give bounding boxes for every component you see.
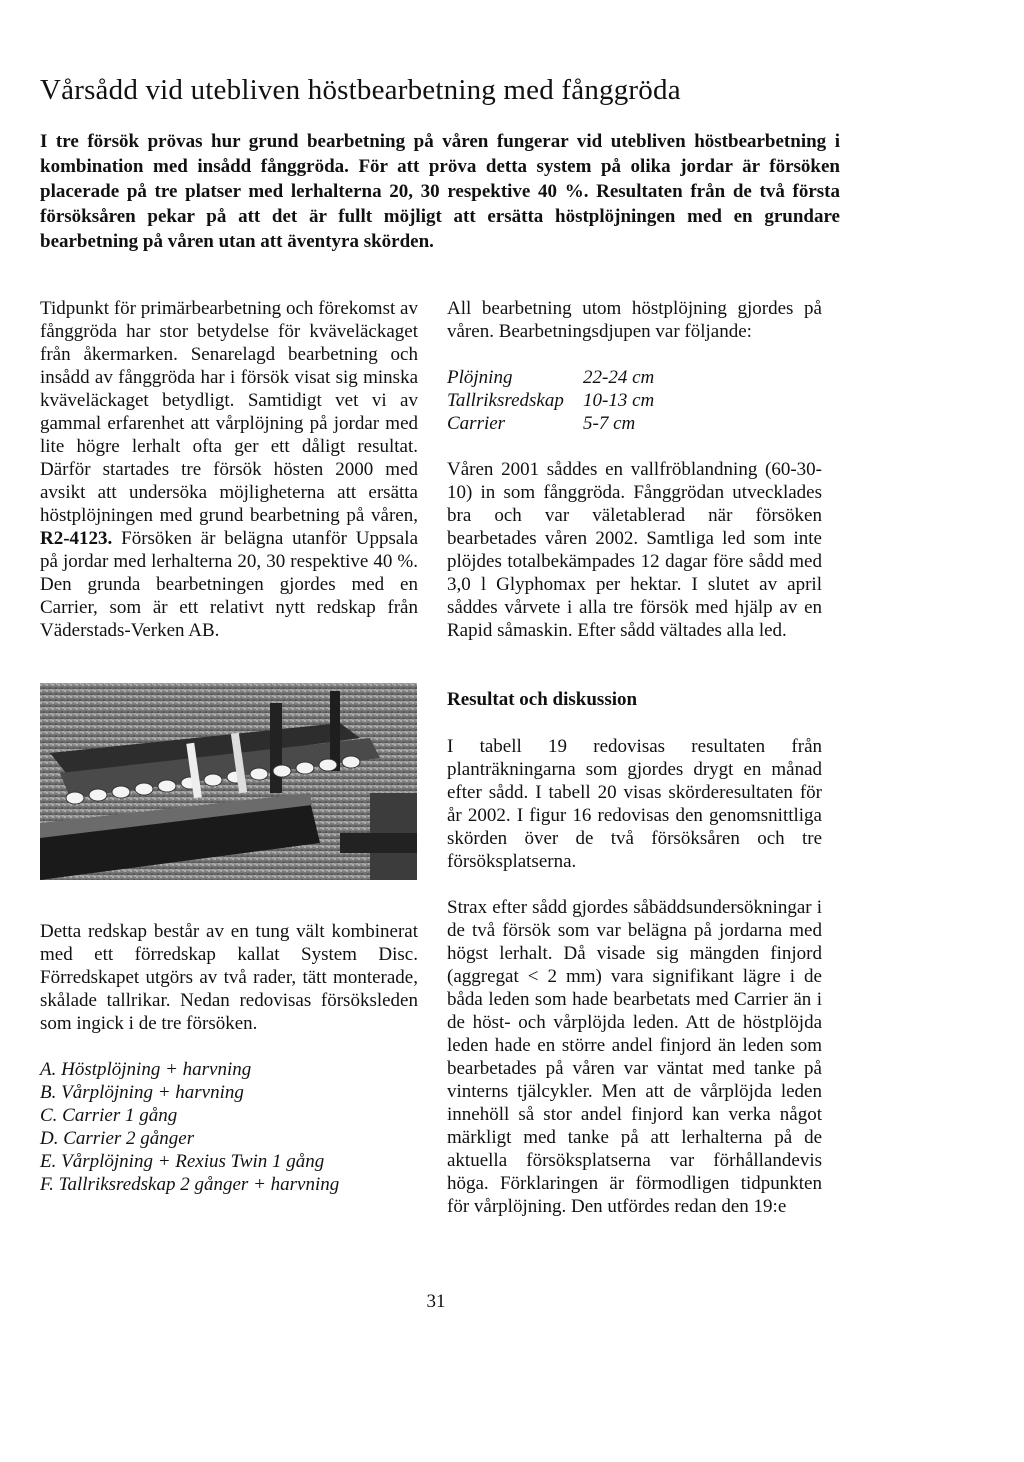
depth-value: 22-24 cm [583,367,655,388]
treatment-item: A. Höstplöjning + harvning [40,1059,252,1080]
depth-table [447,366,654,435]
right-paragraph-1: All bearbetning utom höstplöjning gjordes på våren. Bearbetningsdjupen var följande: [447,298,822,342]
left-paragraph-1-text-b: Försöken är belägna utanför Uppsala på jordar med lerhalterna 20, 30 respektive 40 %. Den grunda bearbetningen gjordes med en Carrier, som är ett relativt nytt redskap från Väderstads-Verken AB. [40,528,419,641]
right-column-lower [447,688,822,1218]
depth-value: 10-13 cm [583,390,655,411]
treatment-item: D. Carrier 2 gånger [40,1128,195,1149]
left-column-upper [40,297,418,642]
left-paragraph-2: Detta redskap består av en tung vält kombinerat med ett förredskap kallat System Disc. Förredskapet utgörs av två rader, tätt monterade, skålade tallrikar. Nedan redovisas försöksleden som ingick i de tre försöken. [40,921,418,1034]
depth-method: Tallriksredskap [447,390,564,411]
treatment-item: E. Vårplöjning + Rexius Twin 1 gång [40,1151,325,1172]
intro-paragraph: I tre försök prövas hur grund bearbetning på våren fungerar vid utebliven höstbearbetning i kombination med insådd fånggröda. För att pröva detta system på olika jordar är försöken placerade på tre platser med lerhalterna 20, 30 respektive 40 %. Resultaten från de två första försöksåren pekar på att det är fullt möjligt att ersätta höstplöjningen med en grundare bearbetning på våren utan att äventyra skörden. [40,131,840,252]
implement-photo [40,683,417,880]
depth-row [447,366,654,389]
treatment-list [40,1058,418,1196]
page-number: 31 [426,1291,446,1312]
right-column-upper [447,297,822,642]
right-paragraph-3: I tabell 19 redovisas resultaten från planträkningarna som gjordes drygt en månad efter sådd. I tabell 20 visas skörderesultaten för år 2002. I figur 16 redovisas den genomsnittliga skörden över de två försöksåren och tre försöksplatserna. [447,736,822,872]
treatment-item: C. Carrier 1 gång [40,1105,178,1126]
depth-row [447,412,654,435]
treatment-item: F. Tallriksredskap 2 gånger + harvning [40,1174,340,1195]
experiment-code: R2-4123. [40,528,113,549]
right-paragraph-4: Strax efter sådd gjordes såbäddsundersökningar i de två försök som var belägna på jordarna med högst lerhalt. Då visade sig mängden finjord (aggregat < 2 mm) vara signifikant lägre i de båda leden som hade bearbetats med Carrier än i de höst- och vårplöjda leden. Att de höstplöjda leden hade en större andel finjord än leden som bearbetades på våren var väntat med tanke på vinterns tjälcykler. Men att de vårplöjda leden innehöll så stor andel finjord kan verka något märkligt med tanke på att lerhalterna på de aktuella försöksplatserna var förhållandevis höga. Förklaringen är förmodligen tidpunkten för vårplöjning. Den utfördes redan den 19:e [447,897,822,1217]
right-paragraph-2: Våren 2001 såddes en vallfröblandning (60-30-10) in som fånggröda. Fånggrödan utvecklades bra och var väletablerad när försöken bearbetades våren 2002. Samtliga led som inte plöjdes totalbekämpades 12 dagar före sådd med 3,0 l Glyphomax per hektar. I slutet av april såddes vårvete i alla tre försök med hjälp av en Rapid såmaskin. Efter sådd vältades alla led. [447,459,822,641]
depth-method: Plöjning [447,367,513,388]
depth-method: Carrier [447,413,506,434]
treatment-item: B. Vårplöjning + harvning [40,1082,244,1103]
page-title: Vårsådd vid utebliven höstbearbetning med fånggröda [40,74,681,106]
left-paragraph-1 [40,297,418,642]
section-heading: Resultat och diskussion [447,689,638,710]
depth-row [447,389,654,412]
left-paragraph-1-text-a: Tidpunkt för primärbearbetning och förekomst av fånggröda har stor betydelse för kväveläckaget från åkermarken. Senarelagd bearbetning och insådd av fånggröda har i försök visat sig minska kväveläckaget betydligt. Samtidigt vet vi av gammal erfarenhet att vårplöjning på jordar med lite högre lerhalt ofta ger ett dåligt resultat. Därför startades tre försök hösten 2000 med avsikt att undersöka möjligheterna att ersätta höstplöjningen med grund bearbetning på våren, [40,298,418,526]
left-column-lower [40,920,418,1196]
depth-value: 5-7 cm [583,413,636,434]
